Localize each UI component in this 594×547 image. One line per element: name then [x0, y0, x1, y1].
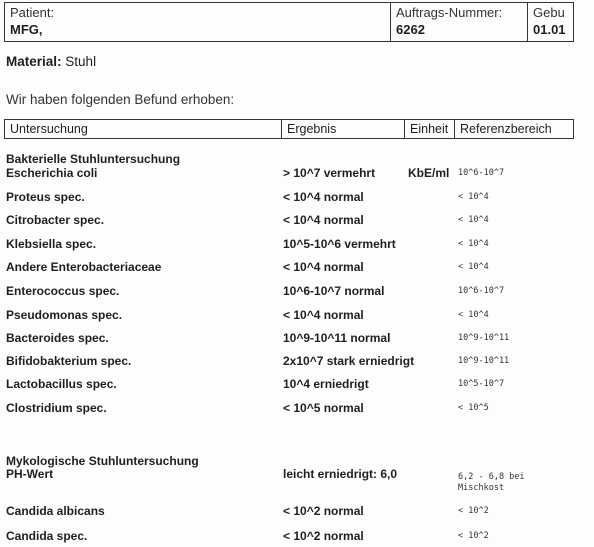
test-name: Proteus spec. — [6, 190, 85, 204]
patient-header-table — [4, 2, 574, 42]
befund-intro: Wir haben folgenden Befund erhoben: — [6, 92, 235, 107]
test-reference: 6,2 - 6,8 bei Mischkost — [458, 472, 525, 493]
test-name: Bifidobakterium spec. — [6, 354, 132, 368]
test-name: Enterococcus spec. — [6, 284, 120, 298]
test-name: Lactobacillus spec. — [6, 377, 117, 391]
test-name: Escherichia coli — [6, 166, 98, 180]
test-name: Candida albicans — [6, 504, 105, 518]
test-result: < 10^4 normal — [283, 260, 364, 274]
material-label: Material: — [6, 54, 62, 69]
table-row — [0, 165, 562, 181]
section-title-bacterial: Bakterielle Stuhluntersuchung — [6, 152, 181, 166]
test-reference: < 10^5 — [458, 403, 489, 413]
birthdate-cell — [527, 3, 587, 41]
birthdate-label: Gebu — [533, 5, 565, 20]
test-reference: < 10^4 — [458, 215, 489, 225]
table-row — [0, 283, 562, 299]
table-row — [0, 189, 562, 205]
test-result: < 10^5 normal — [283, 401, 364, 415]
test-unit: KbE/ml — [408, 166, 450, 180]
test-reference: 10^6-10^7 — [458, 168, 505, 178]
birthdate-value: 01.01 — [533, 22, 566, 37]
order-number-value: 6262 — [396, 22, 425, 37]
test-reference: < 10^4 — [458, 192, 489, 202]
test-result: > 10^7 vermehrt — [283, 166, 376, 180]
test-reference: 10^9-10^11 — [458, 333, 510, 343]
table-row — [0, 330, 562, 346]
test-result: 10^5-10^6 vermehrt — [283, 237, 396, 251]
test-name: Clostridium spec. — [6, 401, 107, 415]
order-number-label: Auftrags-Nummer: — [396, 5, 503, 20]
test-result: leicht erniedrigt: 6,0 — [283, 467, 398, 481]
test-result: 10^9-10^11 normal — [283, 331, 391, 345]
patient-value: MFG, — [10, 22, 43, 37]
test-name: PH-Wert — [6, 467, 54, 481]
test-name: Bacteroides spec. — [6, 331, 109, 345]
test-reference: 10^9-10^11 — [458, 356, 510, 366]
test-result: 10^6-10^7 normal — [283, 284, 385, 298]
table-row — [0, 259, 562, 275]
test-reference: < 10^2 — [458, 531, 489, 541]
table-row — [0, 236, 562, 252]
test-reference: 10^6-10^7 — [458, 286, 505, 296]
table-row — [0, 353, 562, 369]
material-value: Stuhl — [65, 54, 97, 69]
test-result: < 10^4 normal — [283, 308, 364, 322]
table-row — [0, 400, 562, 416]
results-column-header — [4, 119, 574, 139]
order-number-cell — [390, 3, 527, 41]
test-name: Andere Enterobacteriaceae — [6, 260, 162, 274]
table-row — [0, 503, 562, 519]
test-result: < 10^2 normal — [283, 529, 364, 543]
test-name: Candida spec. — [6, 529, 88, 543]
test-result: < 10^2 normal — [283, 504, 364, 518]
test-reference: < 10^4 — [458, 262, 489, 272]
test-name: Pseudomonas spec. — [6, 308, 123, 322]
column-untersuchung: Untersuchung — [10, 122, 88, 136]
column-einheit: Einheit — [404, 120, 454, 138]
test-result: 2x10^7 stark erniedrigt — [283, 354, 415, 368]
test-result: < 10^4 normal — [283, 190, 364, 204]
section-title-mycological: Mykologische Stuhluntersuchung — [6, 454, 199, 468]
test-reference: < 10^4 — [458, 310, 489, 320]
test-reference: < 10^2 — [458, 506, 489, 516]
table-row — [0, 212, 562, 228]
table-row — [0, 466, 562, 493]
patient-label: Patient: — [10, 5, 55, 20]
test-reference: 10^5-10^7 — [458, 379, 505, 389]
column-ergebnis: Ergebnis — [281, 120, 404, 138]
test-result: 10^4 erniedrigt — [283, 377, 369, 391]
patient-cell — [5, 3, 390, 41]
material-line — [6, 54, 96, 69]
test-reference: < 10^4 — [458, 239, 489, 249]
table-row — [0, 528, 562, 544]
test-name: Klebsiella spec. — [6, 237, 97, 251]
test-name: Citrobacter spec. — [6, 213, 105, 227]
test-result: < 10^4 normal — [283, 213, 364, 227]
column-referenzbereich: Referenzbereich — [454, 120, 594, 138]
table-row — [0, 307, 562, 323]
table-row — [0, 376, 562, 392]
